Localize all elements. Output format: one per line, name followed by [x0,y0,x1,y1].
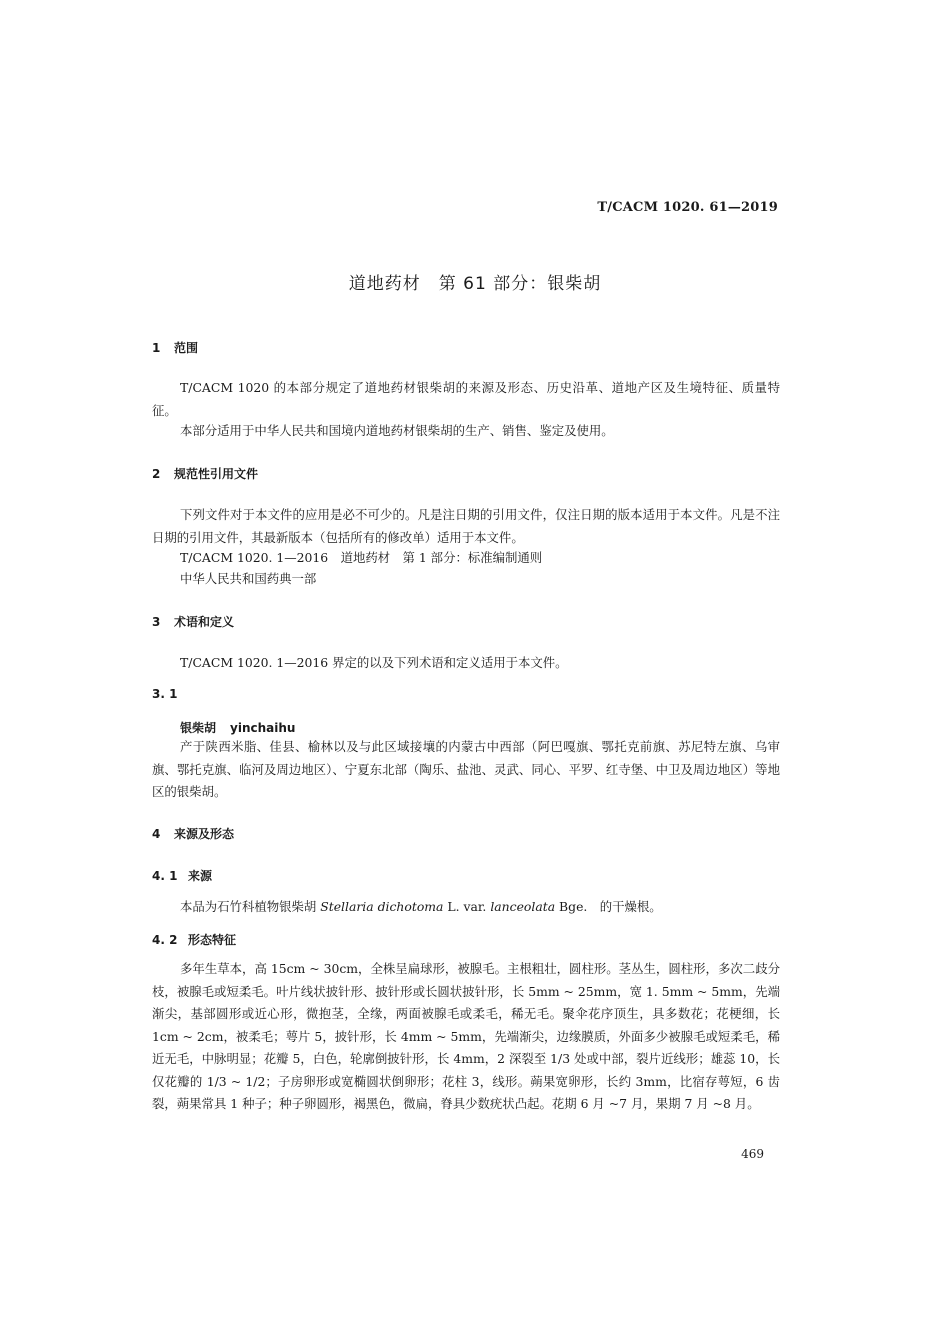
section-number: 3 [152,615,161,629]
reference-item: T/CACM 1020. 1—2016 道地药材 第 1 部分：标准编制通则 [180,550,543,565]
latin-name: Stellaria dichotoma [320,899,444,914]
latin-variety: lanceolata [490,899,556,914]
section-3-heading [152,613,234,630]
subsection-number: 4. 2 [152,933,178,947]
section-number: 1 [152,341,161,355]
term-english: yinchaihu [230,721,296,735]
section-1-heading [152,339,198,356]
section-number: 4 [152,827,161,841]
source-text: Bge. 的干燥根。 [555,899,662,914]
subsection-number: 4. 1 [152,869,178,883]
subsection-4-2-heading [152,931,236,948]
subsection-title: 来源 [188,869,213,883]
term-definition: 产于陕西米脂、佳县、榆林以及与此区域接壤的内蒙古中西部（阿巴嘎旗、鄂托克前旗、苏尼特左旗、乌审旗、鄂托克旗、临河及周边地区）、宁夏东北部（陶乐、盐池、灵武、同心、平罗、红寺堡、中卫及周边地区）等地区的银柴胡。 [152,739,780,799]
page-number: 469 [741,1147,764,1161]
section-title: 术语和定义 [174,615,235,629]
paragraph: 下列文件对于本文件的应用是必不可少的。凡是注日期的引用文件，仅注日期的版本适用于本文件。凡是不注日期的引用文件，其最新版本（包括所有的修改单）适用于本文件。 [152,507,780,545]
paragraph: 本部分适用于中华人民共和国境内道地药材银柴胡的生产、销售、鉴定及使用。 [180,423,614,438]
morphology-paragraph: 多年生草本，高 15cm ~ 30cm，全株呈扁球形，被腺毛。主根粗壮，圆柱形。茎丛生，圆柱形，多次二歧分枝，被腺毛或短柔毛。叶片线状披针形、披针形或长圆状披针形，长 5mm ~ 25mm，宽 1. 5mm ~ 5mm，先端渐尖，基部圆形或近心形，微抱茎，全缘，两面被腺毛或柔毛，稀无毛。聚伞花序顶生，具多数花；花梗细，长 1cm ~ 2cm，被柔毛；萼片 5，披针形，长 4mm ~ 5mm，先端渐尖，边缘膜质，外面多少被腺毛或短柔毛，稀近无毛，中脉明显；花瓣 5，白色，轮廓倒披针形，长 4mm，2 深裂至 1/3 处或中部，裂片近线形；雄蕊 10，长仅花瓣的 1/3 ~ 1/2；子房卵形或宽椭圆状倒卵形；花柱 3，线形。蒴果宽卵形，长约 3mm，比宿存萼短，6 齿裂，蒴果常具 1 种子；种子卵圆形，褐黑色，微扁，脊具少数疣状凸起。花期 6 月 ~7 月，果期 7 月 ~8 月。 [152,961,780,1111]
reference-item: 中华人民共和国药典一部 [180,571,317,586]
section-number: 2 [152,467,161,481]
source-text: 本品为石竹科植物银柴胡 [180,899,321,914]
subsection-title: 形态特征 [188,933,237,947]
term-chinese: 银柴胡 [180,721,217,735]
section-title: 范围 [174,341,199,355]
section-2-heading [152,465,258,482]
section-title: 规范性引用文件 [174,467,259,481]
section-4-heading [152,825,234,842]
subsection-3-1-heading [152,687,177,701]
paragraph: T/CACM 1020 的本部分规定了道地药材银柴胡的来源及形态、历史沿革、道地产区及生境特征、质量特征。 [152,380,780,418]
paragraph: T/CACM 1020. 1—2016 界定的以及下列术语和定义适用于本文件。 [180,655,568,670]
source-paragraph [180,896,662,919]
subsection-number: 3. 1 [152,687,178,701]
source-text: L. var. [443,899,491,914]
subsection-4-1-heading [152,867,212,884]
page-title: 道地药材 第 61 部分：银柴胡 [348,274,602,294]
term-entry [180,719,295,736]
standard-number: T/CACM 1020. 61—2019 [597,200,778,215]
section-title: 来源及形态 [174,827,235,841]
